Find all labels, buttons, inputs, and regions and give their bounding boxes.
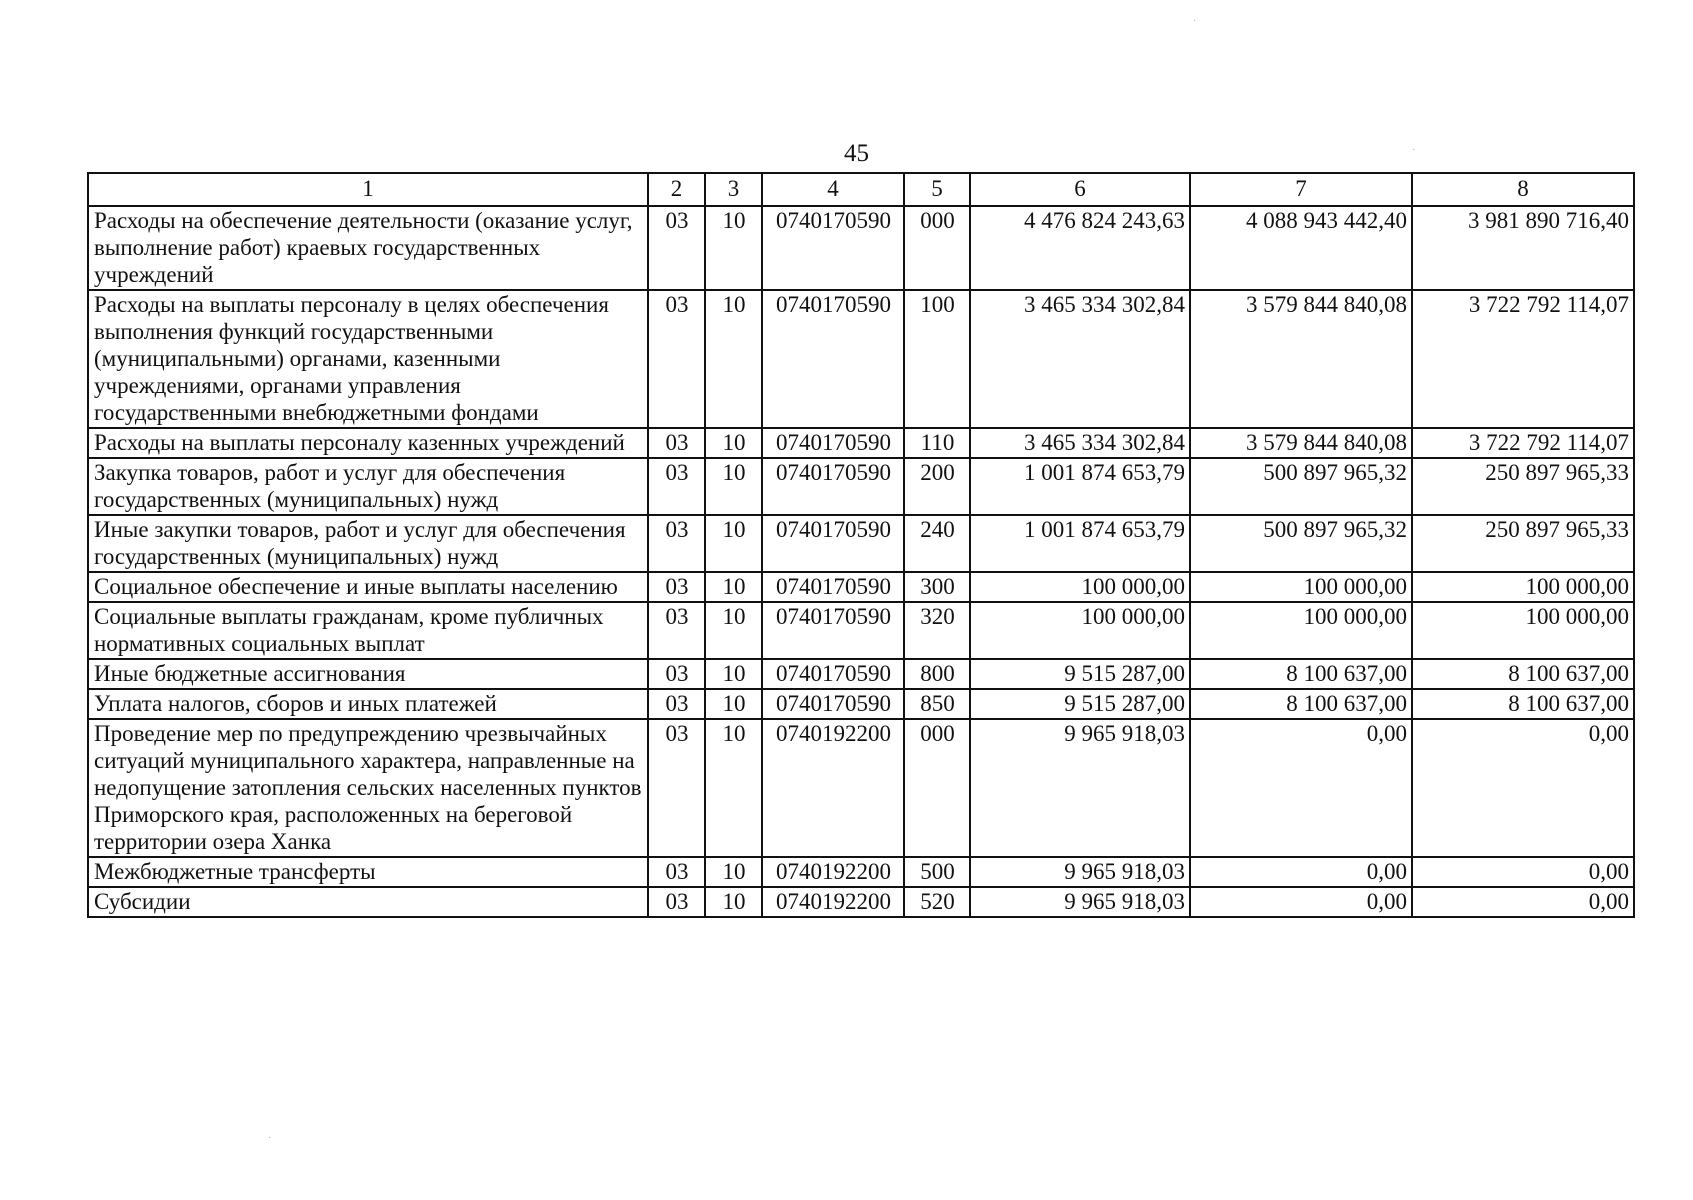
- amount-col7-cell: 500 897 965,32: [1190, 458, 1412, 515]
- expense-type-code-cell: 520: [904, 887, 970, 917]
- subsection-code-cell: 10: [705, 428, 762, 458]
- amount-col7-cell: 0,00: [1190, 719, 1412, 857]
- subsection-code-cell: 10: [705, 572, 762, 602]
- amount-col7-cell: 500 897 965,32: [1190, 515, 1412, 572]
- header-cell: 1: [88, 173, 648, 206]
- amount-col8-cell: 8 100 637,00: [1412, 659, 1634, 689]
- header-row: [88, 173, 1634, 206]
- section-code-cell: 03: [648, 659, 705, 689]
- row-name-cell: Закупка товаров, работ и услуг для обеспечения государственных (муниципальных) нужд: [88, 458, 648, 515]
- page-number: 45: [844, 140, 869, 167]
- amount-col7-cell: 8 100 637,00: [1190, 659, 1412, 689]
- table-row: [88, 515, 1634, 572]
- expense-type-code-cell: 110: [904, 428, 970, 458]
- expense-type-code-cell: 500: [904, 857, 970, 887]
- amount-col6-cell: 9 965 918,03: [970, 887, 1190, 917]
- scan-speck: ·: [268, 1133, 272, 1144]
- amount-col6-cell: 3 465 334 302,84: [970, 428, 1190, 458]
- row-name-cell: Иные закупки товаров, работ и услуг для обеспечения государственных (муниципальных) нужд: [88, 515, 648, 572]
- expense-type-code-cell: 320: [904, 602, 970, 659]
- header-cell: 2: [648, 173, 705, 206]
- row-name-cell: Проведение мер по предупреждению чрезвычайных ситуаций муниципального характера, направленные на недопущение затопления сельских населенных пунктов Приморского края, расположенных на береговой территории озера Ханка: [88, 719, 648, 857]
- row-name-cell: Социальные выплаты гражданам, кроме публичных нормативных социальных выплат: [88, 602, 648, 659]
- table-row: [88, 689, 1634, 719]
- row-name-cell: Расходы на выплаты персоналу в целях обеспечения выполнения функций государственными (муниципальными) органами, казенными учреждениями, органами управления государственными внебюджетными фондами: [88, 290, 648, 428]
- target-item-code-cell: 0740170590: [762, 458, 904, 515]
- target-item-code-cell: 0740170590: [762, 659, 904, 689]
- amount-col6-cell: 9 965 918,03: [970, 719, 1190, 857]
- amount-col6-cell: 9 515 287,00: [970, 659, 1190, 689]
- header-cell: 5: [904, 173, 970, 206]
- amount-col8-cell: 3 981 890 716,40: [1412, 206, 1634, 290]
- header-cell: 8: [1412, 173, 1634, 206]
- target-item-code-cell: 0740170590: [762, 206, 904, 290]
- scan-speck: ·: [1193, 16, 1197, 27]
- table-row: [88, 887, 1634, 917]
- subsection-code-cell: 10: [705, 290, 762, 428]
- subsection-code-cell: 10: [705, 659, 762, 689]
- table-row: [88, 857, 1634, 887]
- table-row: [88, 572, 1634, 602]
- target-item-code-cell: 0740192200: [762, 887, 904, 917]
- subsection-code-cell: 10: [705, 206, 762, 290]
- expense-type-code-cell: 000: [904, 206, 970, 290]
- amount-col8-cell: 100 000,00: [1412, 572, 1634, 602]
- section-code-cell: 03: [648, 428, 705, 458]
- target-item-code-cell: 0740192200: [762, 719, 904, 857]
- row-name-cell: Уплата налогов, сборов и иных платежей: [88, 689, 648, 719]
- table-row: [88, 602, 1634, 659]
- section-code-cell: 03: [648, 719, 705, 857]
- amount-col8-cell: 0,00: [1412, 719, 1634, 857]
- section-code-cell: 03: [648, 887, 705, 917]
- amount-col7-cell: 4 088 943 442,40: [1190, 206, 1412, 290]
- row-name-cell: Межбюджетные трансферты: [88, 857, 648, 887]
- target-item-code-cell: 0740170590: [762, 572, 904, 602]
- amount-col8-cell: 3 722 792 114,07: [1412, 290, 1634, 428]
- expense-type-code-cell: 100: [904, 290, 970, 428]
- row-name-cell: Социальное обеспечение и иные выплаты населению: [88, 572, 648, 602]
- subsection-code-cell: 10: [705, 887, 762, 917]
- row-name-cell: Расходы на обеспечение деятельности (оказание услуг, выполнение работ) краевых государственных учреждений: [88, 206, 648, 290]
- amount-col8-cell: 250 897 965,33: [1412, 515, 1634, 572]
- section-code-cell: 03: [648, 290, 705, 428]
- expense-type-code-cell: 200: [904, 458, 970, 515]
- subsection-code-cell: 10: [705, 857, 762, 887]
- subsection-code-cell: 10: [705, 515, 762, 572]
- amount-col6-cell: 3 465 334 302,84: [970, 290, 1190, 428]
- amount-col7-cell: 8 100 637,00: [1190, 689, 1412, 719]
- table-row: [88, 206, 1634, 290]
- row-name-cell: Субсидии: [88, 887, 648, 917]
- table-row: [88, 290, 1634, 428]
- subsection-code-cell: 10: [705, 689, 762, 719]
- amount-col6-cell: 1 001 874 653,79: [970, 458, 1190, 515]
- amount-col8-cell: 8 100 637,00: [1412, 689, 1634, 719]
- section-code-cell: 03: [648, 515, 705, 572]
- header-cell: 3: [705, 173, 762, 206]
- target-item-code-cell: 0740170590: [762, 290, 904, 428]
- expense-type-code-cell: 240: [904, 515, 970, 572]
- target-item-code-cell: 0740170590: [762, 602, 904, 659]
- amount-col7-cell: 100 000,00: [1190, 602, 1412, 659]
- expense-type-code-cell: 300: [904, 572, 970, 602]
- amount-col6-cell: 100 000,00: [970, 602, 1190, 659]
- section-code-cell: 03: [648, 206, 705, 290]
- budget-table: [87, 172, 1635, 918]
- amount-col7-cell: 3 579 844 840,08: [1190, 428, 1412, 458]
- expense-type-code-cell: 800: [904, 659, 970, 689]
- table-row: [88, 719, 1634, 857]
- target-item-code-cell: 0740170590: [762, 428, 904, 458]
- scan-speck: ·: [1412, 145, 1416, 156]
- expense-type-code-cell: 000: [904, 719, 970, 857]
- section-code-cell: 03: [648, 857, 705, 887]
- expense-type-code-cell: 850: [904, 689, 970, 719]
- amount-col8-cell: 100 000,00: [1412, 602, 1634, 659]
- section-code-cell: 03: [648, 689, 705, 719]
- header-cell: 6: [970, 173, 1190, 206]
- amount-col6-cell: 4 476 824 243,63: [970, 206, 1190, 290]
- row-name-cell: Расходы на выплаты персоналу казенных учреждений: [88, 428, 648, 458]
- amount-col6-cell: 9 965 918,03: [970, 857, 1190, 887]
- amount-col6-cell: 100 000,00: [970, 572, 1190, 602]
- subsection-code-cell: 10: [705, 458, 762, 515]
- amount-col8-cell: 3 722 792 114,07: [1412, 428, 1634, 458]
- subsection-code-cell: 10: [705, 602, 762, 659]
- amount-col7-cell: 0,00: [1190, 857, 1412, 887]
- subsection-code-cell: 10: [705, 719, 762, 857]
- amount-col8-cell: 0,00: [1412, 857, 1634, 887]
- header-cell: 4: [762, 173, 904, 206]
- amount-col8-cell: 0,00: [1412, 887, 1634, 917]
- amount-col6-cell: 9 515 287,00: [970, 689, 1190, 719]
- section-code-cell: 03: [648, 458, 705, 515]
- amount-col7-cell: 100 000,00: [1190, 572, 1412, 602]
- header-cell: 7: [1190, 173, 1412, 206]
- amount-col7-cell: 3 579 844 840,08: [1190, 290, 1412, 428]
- section-code-cell: 03: [648, 572, 705, 602]
- amount-col6-cell: 1 001 874 653,79: [970, 515, 1190, 572]
- section-code-cell: 03: [648, 602, 705, 659]
- table-row: [88, 659, 1634, 689]
- target-item-code-cell: 0740170590: [762, 689, 904, 719]
- table-row: [88, 458, 1634, 515]
- amount-col8-cell: 250 897 965,33: [1412, 458, 1634, 515]
- table-row: [88, 428, 1634, 458]
- target-item-code-cell: 0740192200: [762, 857, 904, 887]
- row-name-cell: Иные бюджетные ассигнования: [88, 659, 648, 689]
- amount-col7-cell: 0,00: [1190, 887, 1412, 917]
- target-item-code-cell: 0740170590: [762, 515, 904, 572]
